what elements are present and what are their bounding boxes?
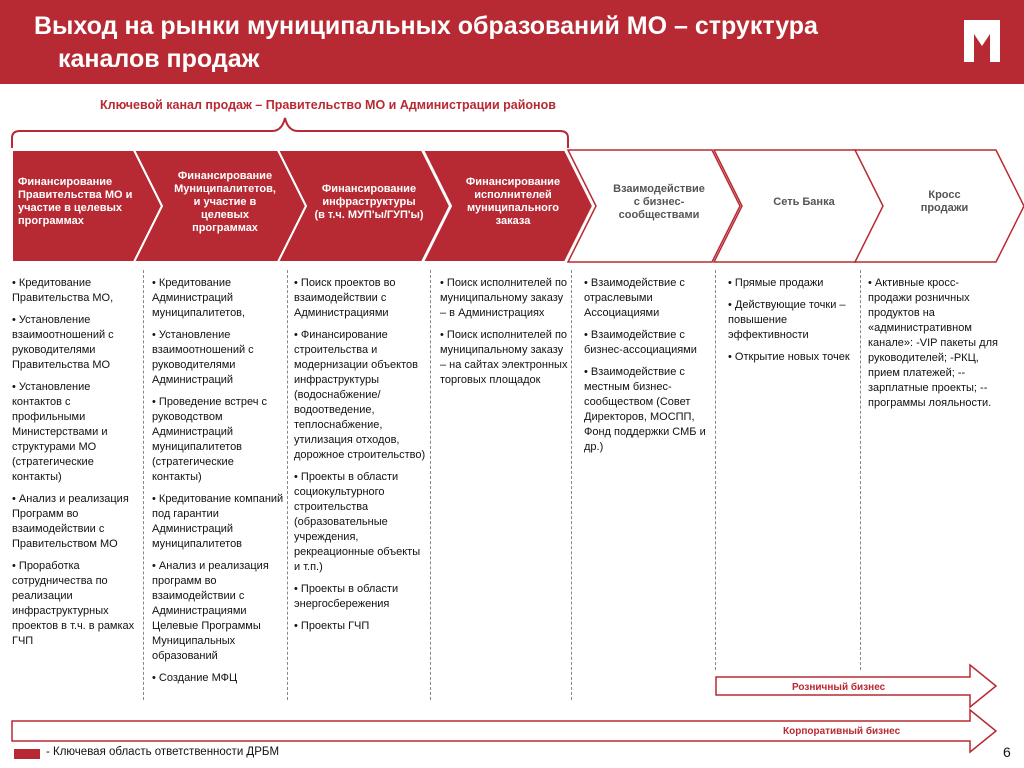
channel-label [18,176,142,228]
channel-label-line: муниципального [466,202,560,214]
channel-label [164,170,286,235]
column-list-item: • Действующие точки – повышение эффективности [728,299,846,341]
column-list-item: • Поиск проектов во взаимодействии с Администрациями [294,277,396,319]
column-list-item: • Открытие новых точек [728,351,850,363]
column-list-item: • Прямые продажи [728,277,824,289]
column-list-item: • Взаимодействие с отраслевыми Ассоциациями [584,277,685,319]
legend-swatch [14,749,40,759]
column-list-item: • Установление взаимоотношений с руководителями Администраций [152,329,254,386]
column-list-item: • Установление взаимоотношений с руководителями Правительства МО [12,314,114,371]
channel-label-line: заказа [495,215,531,227]
channel-label [744,196,864,209]
column-list-item: • Поиск исполнителей по муниципальному заказу – на сайтах электронных торговых площадок [440,329,568,386]
channel-label-line: Взаимодействие [613,182,705,195]
column-list-item: • Проработка сотрудничества по реализации инфраструктурных проектов в т.ч. в рамках ГЧП [12,560,135,647]
channel-column [440,276,568,395]
channel-label [885,189,1004,215]
channel-label-line: Финансирование [321,182,417,195]
column-list-item: • Взаимодействие с бизнес-ассоциациями [584,329,697,356]
channel-label-line: участие в целевых [18,202,122,214]
column-divider [860,270,861,670]
channel-label-line: с бизнес- [633,195,685,208]
channel-label-line: Кросс [928,189,961,201]
column-divider [571,270,572,700]
channel-label-line: инфраструктуры [322,195,416,208]
channel-column [868,276,1000,418]
channel-label-line: Сеть Банка [773,195,835,208]
column-list-item: • Создание МФЦ [152,672,238,684]
channel-label-line: Финансирование [177,169,273,182]
column-list-item: • Установление контактов с профильными Министерствами и структурами МО (стратегические контакты) [12,381,108,483]
column-list-item: • Проекты ГЧП [294,620,370,632]
channel-label-line: программах [18,215,84,227]
page-number: 6 [1003,744,1011,760]
channel-column [12,276,140,656]
column-divider [143,270,144,700]
channel-label-line: исполнителей [474,189,552,201]
column-list-item: • Активные кросс-продажи розничных продуктов на «административном канале»: -VIP пакеты для руководителей; -РКЦ, прием платежей; -- зарплатные проекты; -- программы лояльности. [868,277,998,409]
channel-label-line: и участие в [193,195,257,208]
corporate-business-label: Корпоративный бизнес [783,726,901,737]
column-divider [715,270,716,670]
column-list-item: • Анализ и реализация Программ во взаимодействии с Правительством МО [12,493,129,550]
channel-label-line: Финансирование [465,176,561,188]
column-list-item: • Поиск исполнителей по муниципальному заказу – в Администрациях [440,277,568,319]
title-line-1: Выход на рынки муниципальных образований МО – структура [34,12,818,40]
legend-text: - Ключевая область ответственности ДРБМ [46,746,280,758]
channel-label-line: продажи [920,202,969,214]
channel-label-line: Финансирование [18,176,113,188]
column-list-item: • Проекты в области социокультурного строительства (образовательные учреждения, рекреационные объекты и т.п.) [294,471,421,573]
key-channel-label: Ключевой канал продаж – Правительство МО и Администрации районов [100,98,556,112]
column-list-item: • Кредитование Администраций муниципалитетов, [152,277,246,319]
channel-column [584,276,712,462]
channel-column [294,276,428,641]
column-list-item: • Проекты в области энергосбережения [294,583,399,610]
retail-business-label: Розничный бизнес [792,682,886,693]
column-list-item: • Финансирование строительства и модернизации объектов инфраструктуры (водоснабжение/водоотведение, теплоснабжение, утилизация отходов, дорожное строительство) [294,329,426,461]
column-list-item: • Проведение встреч с руководством Администраций муниципалитетов (стратегические контакты) [152,396,267,483]
column-list-item: • Кредитование компаний под гарантии Администраций муниципалитетов [152,493,284,550]
column-list-item: • Взаимодействие с местным бизнес-сообществом (Совет Директоров, МОСПП, Фонд поддержки СМБ и др.) [584,366,706,453]
channel-label-line: сообществами [618,208,700,221]
channel-label-line: Правительства МО и [18,189,133,201]
channel-label [598,183,720,222]
key-channel-bracket [12,118,568,148]
column-divider [287,270,288,700]
title-line-2: каналов продаж [58,45,260,73]
channel-label [453,176,573,228]
channel-label-line: Муниципалитетов, [174,182,276,195]
channel-label-line: (в т.ч. МУП'ы/ГУП'ы) [314,208,424,221]
channel-column [728,276,858,372]
channel-label-line: целевых [200,208,250,221]
column-list-item: • Кредитование Правительства МО, [12,277,114,304]
channel-column [152,276,284,693]
channel-label-line: программах [192,221,258,234]
channel-label [308,183,430,222]
column-divider [430,270,431,700]
column-list-item: • Анализ и реализация программ во взаимодействии с Администрациями Целевые Программы Муниципальных образований [152,560,269,662]
